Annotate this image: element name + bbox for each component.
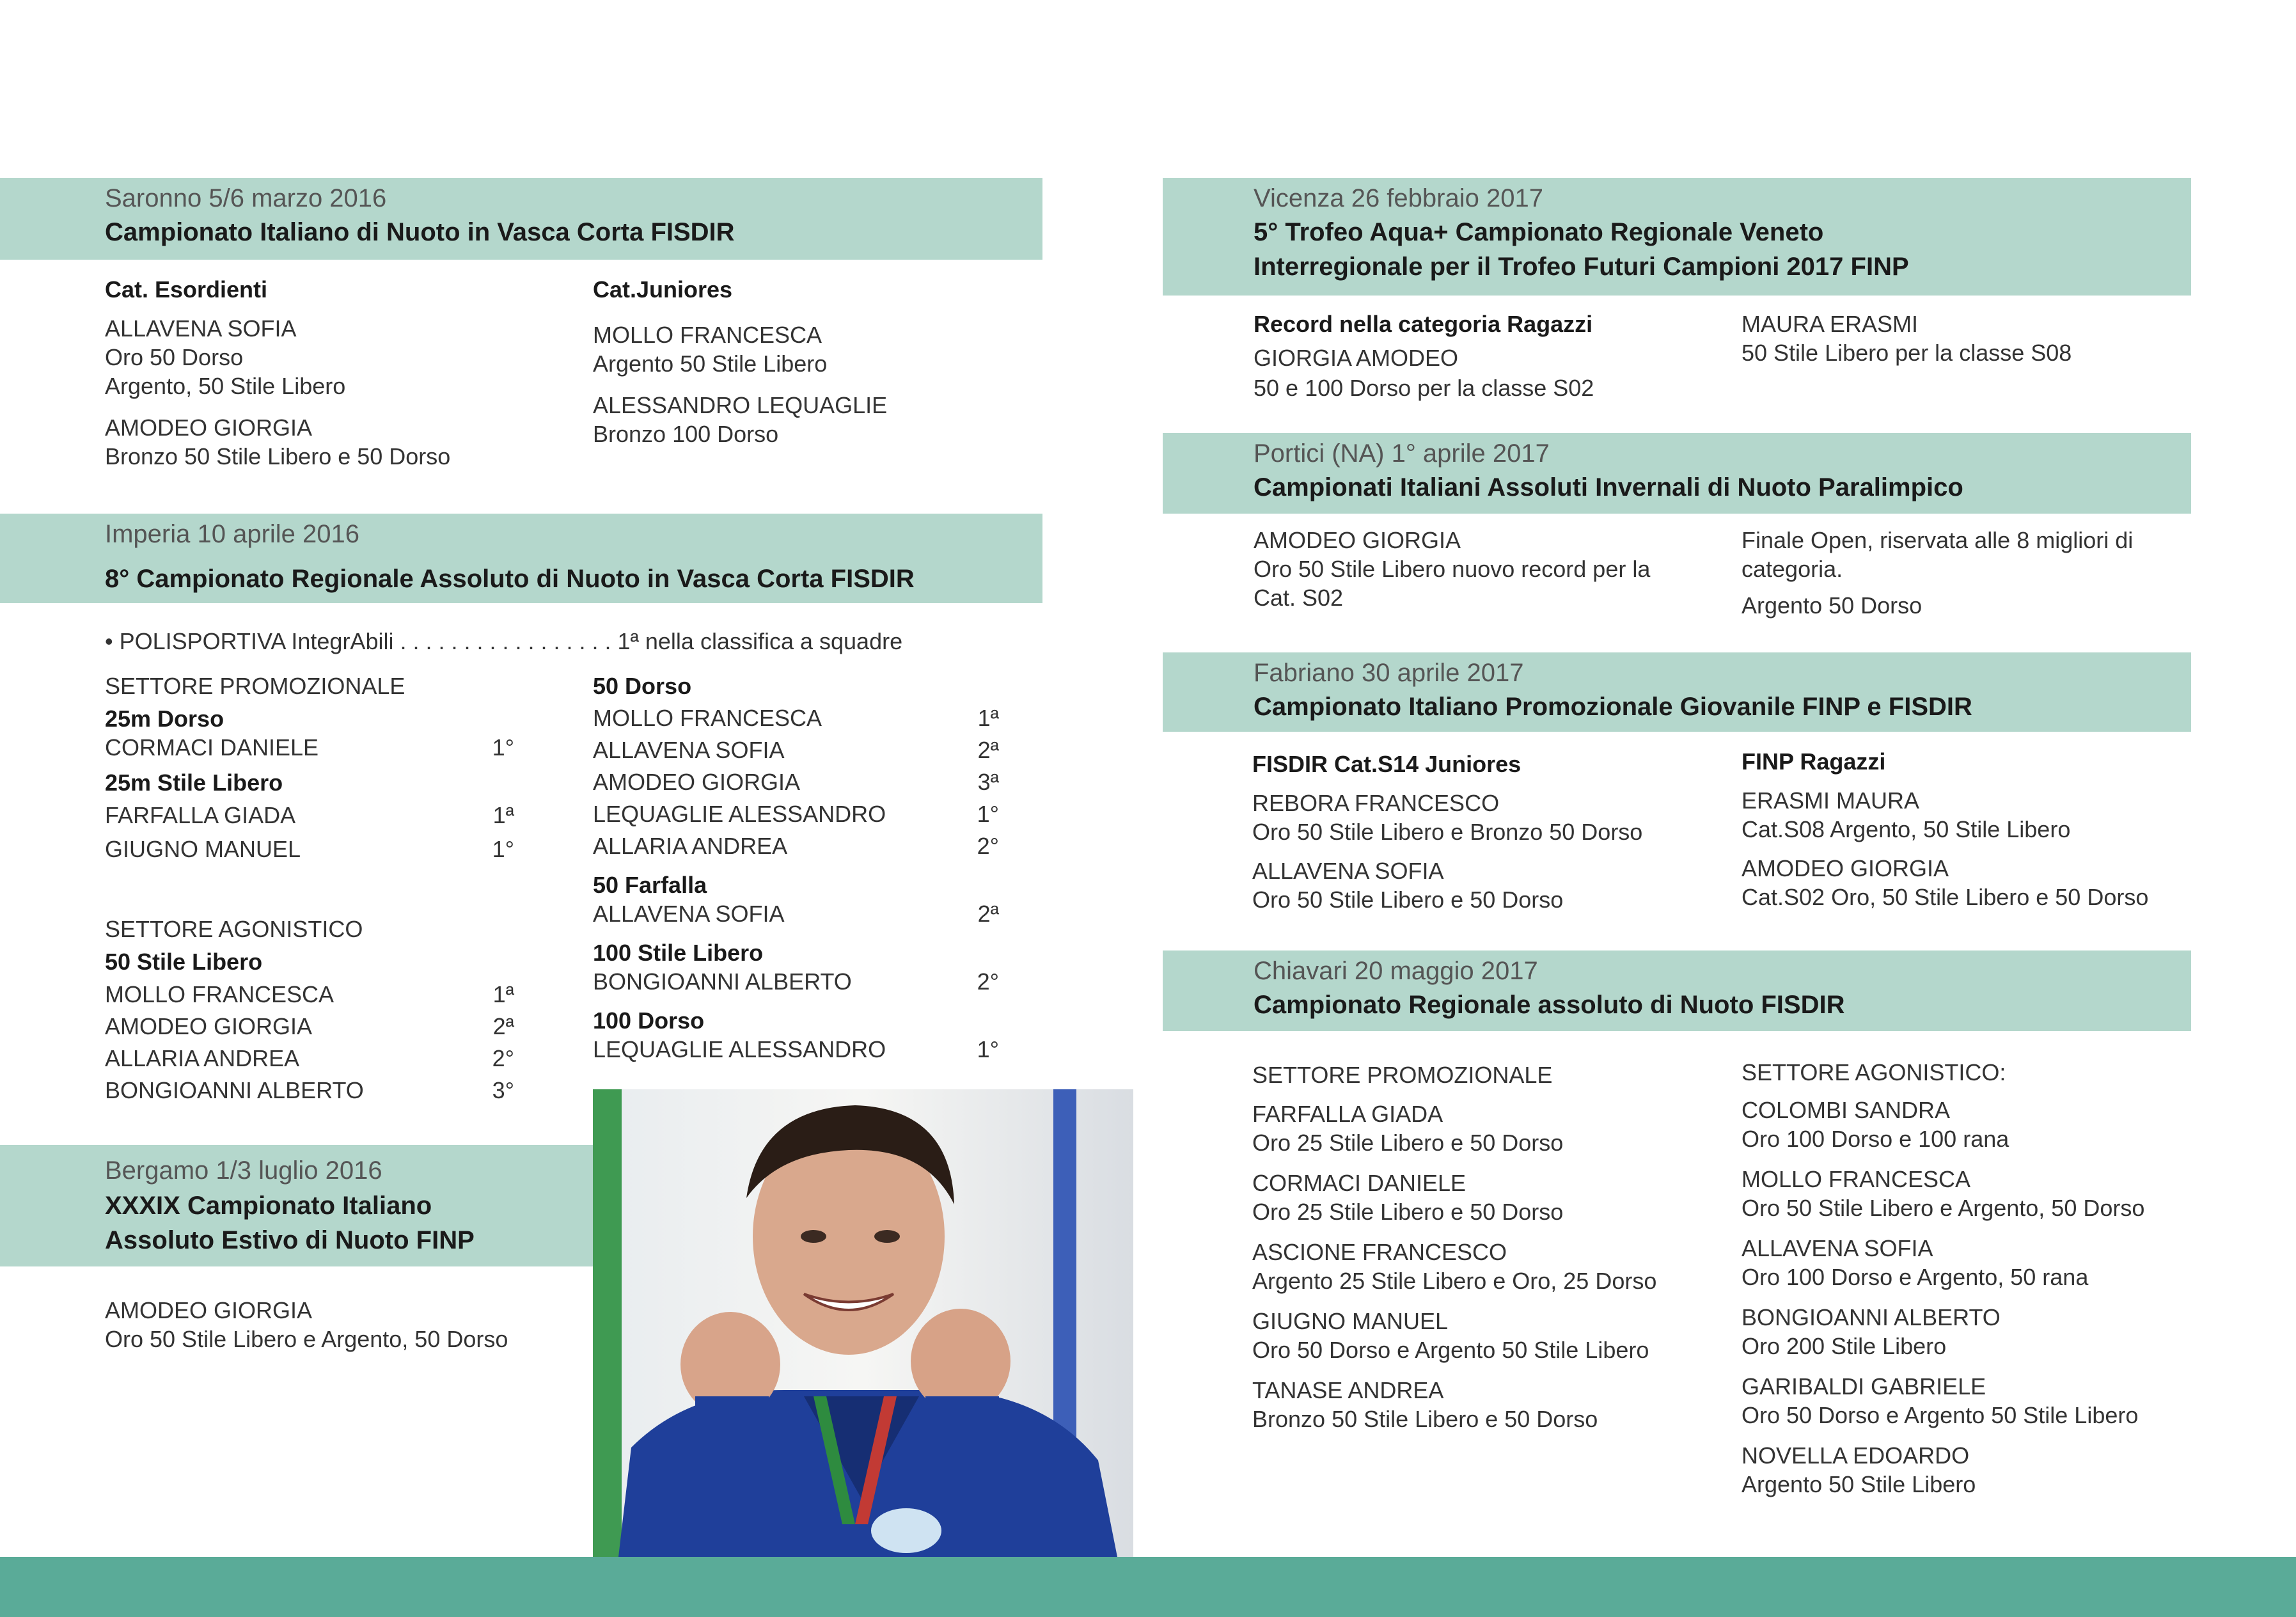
athlete-name: ALLAVENA SOFIA xyxy=(105,315,297,342)
result-line: Oro 50 Stile Libero e Bronzo 50 Dorso xyxy=(1252,819,1643,845)
result-line: Argento 50 Stile Libero xyxy=(593,351,828,377)
fabriano-col1 xyxy=(1252,750,1642,914)
result-line: Oro 50 Stile Libero nuovo record per la xyxy=(1254,556,1651,582)
result-line: 50 Stile Libero per la classe S08 xyxy=(1742,340,2072,366)
chiavari-header-band xyxy=(1163,950,2191,1031)
result-row xyxy=(105,733,514,762)
portici-place: Portici (NA) 1° aprile 2017 xyxy=(1254,439,1550,468)
result-line: Bronzo 100 Dorso xyxy=(593,421,779,447)
result-row xyxy=(593,967,999,996)
chiavari-col2 xyxy=(1742,1058,2144,1499)
bergamo-result xyxy=(105,1296,508,1353)
result-row xyxy=(105,1076,514,1105)
result-line: Cat.S08 Argento, 50 Stile Libero xyxy=(1742,816,2071,842)
result-line: Bronzo 50 Stile Libero e 50 Dorso xyxy=(105,443,451,469)
result-line: Bronzo 50 Stile Libero e 50 Dorso xyxy=(1252,1406,1598,1432)
athlete-name: FARFALLA GIADA xyxy=(105,802,296,828)
bergamo-title-line1: XXXIX Campionato Italiano xyxy=(105,1192,432,1220)
result-row xyxy=(593,800,999,828)
result-row xyxy=(593,704,999,732)
athlete-name: MOLLO FRANCESCA xyxy=(593,322,822,348)
fabriano-place: Fabriano 30 aprile 2017 xyxy=(1254,659,1524,687)
imperia-right-col xyxy=(593,672,999,1064)
saronno-col1 xyxy=(105,275,450,471)
section-heading: Record nella categoria Ragazzi xyxy=(1254,311,1593,337)
athlete-name: AMODEO GIORGIA xyxy=(105,1297,313,1323)
athlete-name: AMODEO GIORGIA xyxy=(105,1013,313,1039)
athlete-name: FARFALLA GIADA xyxy=(1252,1101,1443,1127)
result-line: Oro 50 Stile Libero e Argento, 50 Dorso xyxy=(105,1326,508,1352)
athlete-name: ALLAVENA SOFIA xyxy=(1252,858,1444,884)
result-line: Argento 50 Dorso xyxy=(1742,592,1923,619)
vicenza-title-line1: 5° Trofeo Aqua+ Campionato Regionale Veneto xyxy=(1254,218,1824,246)
athlete-name: MOLLO FRANCESCA xyxy=(1742,1166,1971,1192)
result-row xyxy=(593,899,999,928)
athlete-name: GIORGIA AMODEO xyxy=(1254,345,1459,371)
vicenza-col1 xyxy=(1254,310,1594,402)
result-line: Oro 25 Stile Libero e 50 Dorso xyxy=(1252,1199,1564,1225)
chiavari-col1 xyxy=(1252,1061,1656,1433)
result-row xyxy=(105,835,514,864)
event-heading: 100 Stile Libero xyxy=(593,940,764,966)
athlete-name: TANASE ANDREA xyxy=(1252,1377,1444,1403)
event-heading: 25m Dorso xyxy=(105,706,224,732)
result-line: Argento, 50 Stile Libero xyxy=(105,373,346,399)
placement: 2° xyxy=(977,968,999,995)
placement: 2° xyxy=(977,833,999,859)
saronno-col2 xyxy=(593,275,887,448)
athlete-name: BONGIOANNI ALBERTO xyxy=(593,968,852,995)
result-row xyxy=(105,980,514,1009)
note-line: categoria. xyxy=(1742,556,1843,582)
saronno-header-band xyxy=(0,178,1042,260)
athlete-name: ALLAVENA SOFIA xyxy=(593,901,785,927)
saronno-title: Campionato Italiano di Nuoto in Vasca Corta FISDIR xyxy=(105,218,735,246)
athlete-photo xyxy=(593,1089,1133,1557)
result-line: Oro 25 Stile Libero e 50 Dorso xyxy=(1252,1130,1564,1156)
fabriano-title: Campionato Italiano Promozionale Giovanile FINP e FISDIR xyxy=(1254,693,1972,721)
event-heading: 25m Stile Libero xyxy=(105,769,283,796)
footer-band xyxy=(0,1557,2296,1617)
result-row xyxy=(593,832,999,860)
placement: 2ª xyxy=(977,901,999,927)
placement: 1ª xyxy=(492,802,514,828)
imperia-promo xyxy=(105,672,514,864)
placement: 1ª xyxy=(492,981,514,1007)
saronno-place: Saronno 5/6 marzo 2016 xyxy=(105,184,387,212)
event-heading: 50 Stile Libero xyxy=(105,949,263,975)
athlete-name: ALLAVENA SOFIA xyxy=(593,737,785,763)
result-row xyxy=(593,768,999,796)
placement: 1° xyxy=(977,1036,999,1062)
bergamo-place: Bergamo 1/3 luglio 2016 xyxy=(105,1156,382,1185)
athlete-name: ERASMI MAURA xyxy=(1742,787,1920,814)
section-heading: Cat.Juniores xyxy=(593,276,733,303)
vicenza-title-line2: Interregionale per il Trofeo Futuri Campioni 2017 FINP xyxy=(1254,253,1909,281)
placement: 1° xyxy=(977,801,999,827)
sector-heading: SETTORE AGONISTICO: xyxy=(1742,1059,2006,1085)
fabriano-header-band xyxy=(1163,652,2191,732)
portici-header-band xyxy=(1163,433,2191,514)
result-line: Oro 50 Dorso e Argento 50 Stile Libero xyxy=(1252,1337,1649,1363)
result-line: Oro 100 Dorso e 100 rana xyxy=(1742,1126,2009,1152)
vicenza-place: Vicenza 26 febbraio 2017 xyxy=(1254,184,1543,212)
portici-col1 xyxy=(1254,526,1650,612)
athlete-photo-illustration xyxy=(593,1089,1133,1557)
portici-col2 xyxy=(1742,526,2133,620)
athlete-name: ASCIONE FRANCESCO xyxy=(1252,1239,1507,1265)
bergamo-title-line2: Assoluto Estivo di Nuoto FINP xyxy=(105,1226,475,1254)
athlete-name: MAURA ERASMI xyxy=(1742,311,1919,337)
athlete-name: MOLLO FRANCESCA xyxy=(593,705,822,731)
result-line: Oro 50 Stile Libero e 50 Dorso xyxy=(1252,887,1564,913)
athlete-name: LEQUAGLIE ALESSANDRO xyxy=(593,801,886,827)
athlete-name: GIUGNO MANUEL xyxy=(1252,1308,1449,1334)
vicenza-header-band xyxy=(1163,178,2191,296)
event-heading: 50 Dorso xyxy=(593,673,692,699)
placement: 1ª xyxy=(977,705,999,731)
sector-heading: SETTORE PROMOZIONALE xyxy=(1252,1062,1553,1088)
chiavari-place: Chiavari 20 maggio 2017 xyxy=(1254,957,1538,985)
result-line: Oro 100 Dorso e Argento, 50 rana xyxy=(1742,1264,2089,1290)
imperia-team-line: • POLISPORTIVA IntegrAbili . . . . . . . . . . . . . . . . . 1ª nella classifica a squadre xyxy=(105,628,903,654)
imperia-agon xyxy=(105,915,514,1105)
fabriano-col2 xyxy=(1742,747,2148,911)
section-heading: FISDIR Cat.S14 Juniores xyxy=(1252,751,1521,777)
event-heading: 50 Farfalla xyxy=(593,872,707,898)
athlete-name: BONGIOANNI ALBERTO xyxy=(1742,1304,2001,1330)
portici-title: Campionati Italiani Assoluti Invernali di Nuoto Paralimpico xyxy=(1254,473,1963,501)
athlete-name: ALLAVENA SOFIA xyxy=(1742,1235,1933,1261)
athlete-name: AMODEO GIORGIA xyxy=(1742,855,1949,881)
result-row xyxy=(105,1044,514,1073)
placement: 1° xyxy=(492,836,514,862)
result-line: Oro 50 Dorso e Argento 50 Stile Libero xyxy=(1742,1402,2139,1428)
sector-heading: SETTORE PROMOZIONALE xyxy=(105,673,405,699)
placement: 3° xyxy=(492,1077,514,1103)
athlete-name: CORMACI DANIELE xyxy=(105,734,319,761)
imperia-title: 8° Campionato Regionale Assoluto di Nuoto in Vasca Corta FISDIR xyxy=(105,565,915,593)
athlete-name: COLOMBI SANDRA xyxy=(1742,1097,1951,1123)
result-line: Argento 25 Stile Libero e Oro, 25 Dorso xyxy=(1252,1268,1657,1294)
athlete-name: AMODEO GIORGIA xyxy=(1254,527,1461,553)
result-row xyxy=(593,1035,999,1064)
sector-heading: SETTORE AGONISTICO xyxy=(105,916,363,942)
placement: 3ª xyxy=(977,769,999,795)
athlete-name: MOLLO FRANCESCA xyxy=(105,981,334,1007)
section-heading: FINP Ragazzi xyxy=(1742,748,1886,775)
result-line: Cat. S02 xyxy=(1254,585,1344,611)
result-row xyxy=(593,736,999,764)
athlete-name: REBORA FRANCESCO xyxy=(1252,790,1500,816)
athlete-name: BONGIOANNI ALBERTO xyxy=(105,1077,364,1103)
imperia-header-band xyxy=(0,514,1042,603)
result-line: Oro 50 Stile Libero e Argento, 50 Dorso xyxy=(1742,1195,2145,1221)
athlete-name: ALESSANDRO LEQUAGLIE xyxy=(593,392,888,418)
result-line: 50 e 100 Dorso per la classe S02 xyxy=(1254,375,1594,401)
result-row xyxy=(105,1012,514,1041)
note-line: Finale Open, riservata alle 8 migliori di xyxy=(1742,527,2134,553)
result-line: Oro 200 Stile Libero xyxy=(1742,1333,1947,1359)
placement: 2° xyxy=(492,1045,514,1071)
result-line: Argento 50 Stile Libero xyxy=(1742,1471,1976,1497)
result-line: Oro 50 Dorso xyxy=(105,344,244,370)
athlete-name: LEQUAGLIE ALESSANDRO xyxy=(593,1036,886,1062)
athlete-name: AMODEO GIORGIA xyxy=(593,769,801,795)
imperia-place: Imperia 10 aprile 2016 xyxy=(105,520,360,548)
result-row xyxy=(105,801,514,830)
result-line: Cat.S02 Oro, 50 Stile Libero e 50 Dorso xyxy=(1742,884,2149,910)
athlete-name: GIUGNO MANUEL xyxy=(105,836,301,862)
chiavari-title: Campionato Regionale assoluto di Nuoto FISDIR xyxy=(1254,991,1845,1019)
placement: 1° xyxy=(492,734,514,761)
athlete-name: GARIBALDI GABRIELE xyxy=(1742,1373,1986,1400)
athlete-name: ALLARIA ANDREA xyxy=(105,1045,300,1071)
athlete-name: CORMACI DANIELE xyxy=(1252,1170,1466,1196)
athlete-name: NOVELLA EDOARDO xyxy=(1742,1442,1970,1469)
athlete-name: AMODEO GIORGIA xyxy=(105,414,313,441)
placement: 2ª xyxy=(977,737,999,763)
athlete-name: ALLARIA ANDREA xyxy=(593,833,788,859)
section-heading: Cat. Esordienti xyxy=(105,276,268,303)
event-heading: 100 Dorso xyxy=(593,1007,705,1034)
vicenza-col2 xyxy=(1742,310,2072,367)
bergamo-header-band xyxy=(0,1145,593,1266)
placement: 2ª xyxy=(492,1013,514,1039)
